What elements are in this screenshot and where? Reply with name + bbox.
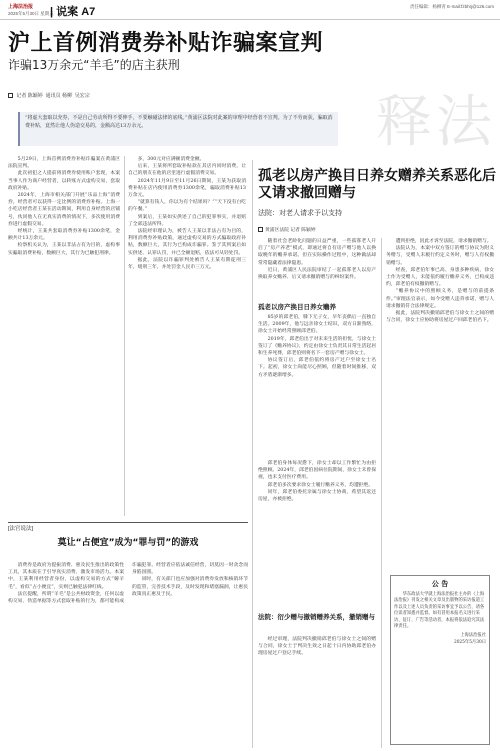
story1-paragraph: 5月29日，上海首例消费券补贴诈骗案在黄浦区法院宣判。 <box>8 157 120 170</box>
story1-paragraph: 据此，法院以诈骗罪判处被告人王某有期徒刑三年，缓刑三年，并处罚金人民币三万元。 <box>128 257 246 271</box>
story2-paragraph: 法院认为，本案中双方签订的赠与协议为附义务赠与，受赠人未履行约定义务时，赠与人有权撤销赠与。 <box>386 246 494 266</box>
opinion-title: 莫让“占便宜”成为“罪与罚”的游戏 <box>57 538 199 548</box>
decorative-watermark: 释法 <box>376 90 496 155</box>
story2-column-3 <box>258 460 376 540</box>
editor-line: 责任编辑：杨柳青 E-mail:fzbhrj@126.com <box>409 4 494 9</box>
story1-paragraph: 2024年，上海市相关部门开展“乐品上海”消费券，经营者可以获得一定比例的消费券补贴。上海一小吃店经营者王某在活动期间，利用自身经营的店铺号，伙同他人在无真实消费的情况下，多次使用消费券进行虚假交易。 <box>8 193 120 227</box>
opinion-paragraph: 法官提醒，所谓“羊毛”是公共财政资金，任何以虚构交易、伪造单据等方式套取补贴的行为，都可能构成诈骗犯罪。经营者应依法诚信经营，切莫因一时贪念而身陷囹圄。 <box>8 563 248 605</box>
story2-byline-text: 黄浦区法院 记者 陈颖婷 <box>265 228 316 233</box>
story1-subhead: 诈骗13万余元“羊毛”的店主获刑 <box>8 58 180 72</box>
opinion-body <box>8 562 248 747</box>
column-divider <box>381 238 382 748</box>
story2-paragraph: 2019年，邱老伯出于对未来生活的担忧，与徐女士签订了《赡养协议》，约定由徐女士负责其日常生活起居和生养死葬，邱老伯则将名下一套房产赠与徐女士。 <box>258 336 376 357</box>
story1-paragraph: 2024年11月9日至11月26日期间，王某为获取消费补贴在店内使用消费券1300余笔，骗取消费补贴13万余元。 <box>128 178 246 199</box>
story1-paragraph: 到案后，王某如实供述了自己的犯罪事实，并退赔了全部违法所得。 <box>128 214 246 227</box>
story1-headline: 沪上首例消费券补贴诈骗案宣判 <box>8 31 324 56</box>
notice-body: 华东政法大学就上海法治报社主办的《上海法治报》刊发之相关文章及出版物的采访报道工作以及上述人员负责的采访事宜予以公告，请各位读者知悉并监督。如有冒用本报名义进行采访、征订、广告等活动者，本报将依法追究其法律责任。 <box>394 592 485 630</box>
story1-paragraph: 多，300元对应满额消费金额。 <box>137 157 205 162</box>
byline-reporter: 记者 陈颖婷 <box>16 93 43 99</box>
story2-paragraph: 据此，法院判决撤销邱老伯与徐女士之间的赠与合同，徐女士应协助将房屋过户回邱老伯名下。 <box>386 311 494 324</box>
story2-column-4 <box>258 636 376 746</box>
story1-paragraph: 后来，王某将所套取补贴款在其店内同时消费，让自己的朋友在他的店里进行虚假消费交易。 <box>128 164 246 177</box>
public-notice-box <box>390 575 490 745</box>
story1-column-1 <box>8 156 120 516</box>
section-title: | 说案 A7 <box>50 6 96 18</box>
story1-lead: “将虚大套取以充券，不是自己劳动所得不要伸手，不要触碰法律的底线。”黄浦区法院对此案的审理中经营者不宣判。为了不劳而获，骗取消费补贴，竟然让他人伪造交易的，金额高达13万余元。 <box>18 112 338 146</box>
story1-paragraph: 检察机关认为，王某以非法占有为目的，虚构事实骗取消费补贴，数额巨大，其行为已触犯刑律。 <box>8 243 120 256</box>
story1-paragraph: “就算有钱人，你以为有个结果吗？”“天下没有白吃的午餐。” <box>128 200 246 213</box>
story2-paragraph: 遭到拒绝，因此才诉至法院，请求撤销赠与。 <box>395 239 492 244</box>
byline-correspondent-2: 吴宏宗 <box>74 93 90 99</box>
story2-paragraph: 同年，邱老伯委托亲属与徐女士协商，希望其返还房屋，亦被拒绝。 <box>258 489 376 503</box>
byline-square-icon <box>258 227 263 232</box>
story1-paragraph: 经统计，王某共套取消费券补贴1300余笔，金额共计13万余元。 <box>8 229 120 242</box>
story2-paragraph: 近日，黄浦区人民法院审结了一起孤寡老人以房产换取养女赡养、后又请求撤销赠与的纠纷案件。 <box>258 267 376 281</box>
story2-paragraph: 经查，邱老伯年事已高、身患多种疾病，徐女士作为受赠人，未能依约履行赡养义务，已构成违约，邱老伯有权撤销赠与。 <box>386 267 494 288</box>
story2-paragraph: 邱老伯多次要求徐女士履行赡养义务，均遭拒绝。 <box>267 482 374 488</box>
notice-title: 公 告 <box>431 579 449 588</box>
paper-name: 上海法治报 <box>8 4 34 10</box>
story1-column-2 <box>128 156 246 516</box>
story2-byline <box>258 226 316 233</box>
page-divider <box>252 160 253 748</box>
story1-paragraph: 法院经审理认为，被告人王某以非法占有为目的，利用消费券补贴政策，通过虚构交易的方式骗取政府补贴，数额巨大，其行为已构成诈骗罪。鉴于其到案后如实供述、认罪认罚，并已全额退赔，依法可从轻处罚。 <box>128 229 246 256</box>
story2-paragraph: “赡养协议中的照顾义务，是赠与的前提条件。”审理法官表示，如今受赠人违背承诺，赠与人请求撤销符合法律规定。 <box>386 289 494 309</box>
story2-subheading-2: 法院：衍少赠与撤销赠养关系，撤销赠与 <box>258 613 375 621</box>
byline-correspondent: 通讯员 杨柳 <box>45 93 72 99</box>
story2-paragraph: 经过审理，法院判决撤销邱老伯与徐女士之间的赠与合同，徐女士于判决生效之日起十日内协助邱老伯办理房屋过户登记手续。 <box>258 637 376 657</box>
story1-byline <box>8 92 90 99</box>
opinion-paragraph: 消费券是政府为提振消费、惠及民生推出的政策性工具，其本质在于引导真实消费、激发市场活力。本案中，王某利用经营者身份，以虚构交易的方式“薅羊毛”，看似“占小便宜”，实则已触犯法律红线。 <box>8 563 124 590</box>
story2-subtitle: 法院：对老人请求予以支持 <box>258 209 342 217</box>
story2-paragraph: 随着社会老龄化问题的日益严重，一些孤寡老人开启了“房产养老”模式，即通过将自有房产赠与他人以换取晚年的赡养承诺。但在实际操作过程中，这种做法却常常隐藏着法律隐患。 <box>258 239 376 266</box>
story2-intro <box>258 238 376 298</box>
opinion-label: [法官说法] <box>8 522 248 532</box>
story2-paragraph: 85岁的邱老伯，膝下无子女，早年丧偶后一直独自生活。2009年，他与远亲徐女士结识，双方日渐熟络，徐女士开始经常照顾邱老伯。 <box>258 315 376 335</box>
story1-paragraph: 此次初犯之人提前将消费券使用账户套现，本案当事人作为商户经营者，以转账方式虚构交易，套取政府补贴。 <box>8 171 120 191</box>
column-divider <box>124 156 125 516</box>
notice-signature: 上海法治报社 2025年5月30日 <box>453 633 486 645</box>
story2-column-2 <box>386 238 494 568</box>
story2-paragraph: 邱老伯身体每况愈下，徐女士却以工作繁忙为由拒绝照顾。2024年，邱老伯因病住院期间，徐女士未曾探视，也未支付医疗费用。 <box>258 461 376 481</box>
story2-subheading-1: 孤老以房产换目日养女赡养 <box>258 303 336 311</box>
masthead-bar <box>0 0 500 20</box>
issue-date: 2025年5月30日 星期五 <box>8 11 54 16</box>
story2-paragraph: 协议签订后，邱老伯依约将房产过户至徐女士名下。起初，徐女士尚能尽心照顾，但随着时间推移，双方矛盾逐渐增多。 <box>258 358 376 378</box>
story2-headline: 孤老以房产换目日养女赠养关系恶化后又请求撤回赠与 <box>258 168 496 201</box>
opinion-paragraph: 同时，有关部门也应加强对消费券发放和核销环节的监管，完善技术手段，及时发现和堵塞漏洞，让惠民政策真正惠及于民。 <box>132 577 248 597</box>
byline-square-icon <box>8 93 13 98</box>
